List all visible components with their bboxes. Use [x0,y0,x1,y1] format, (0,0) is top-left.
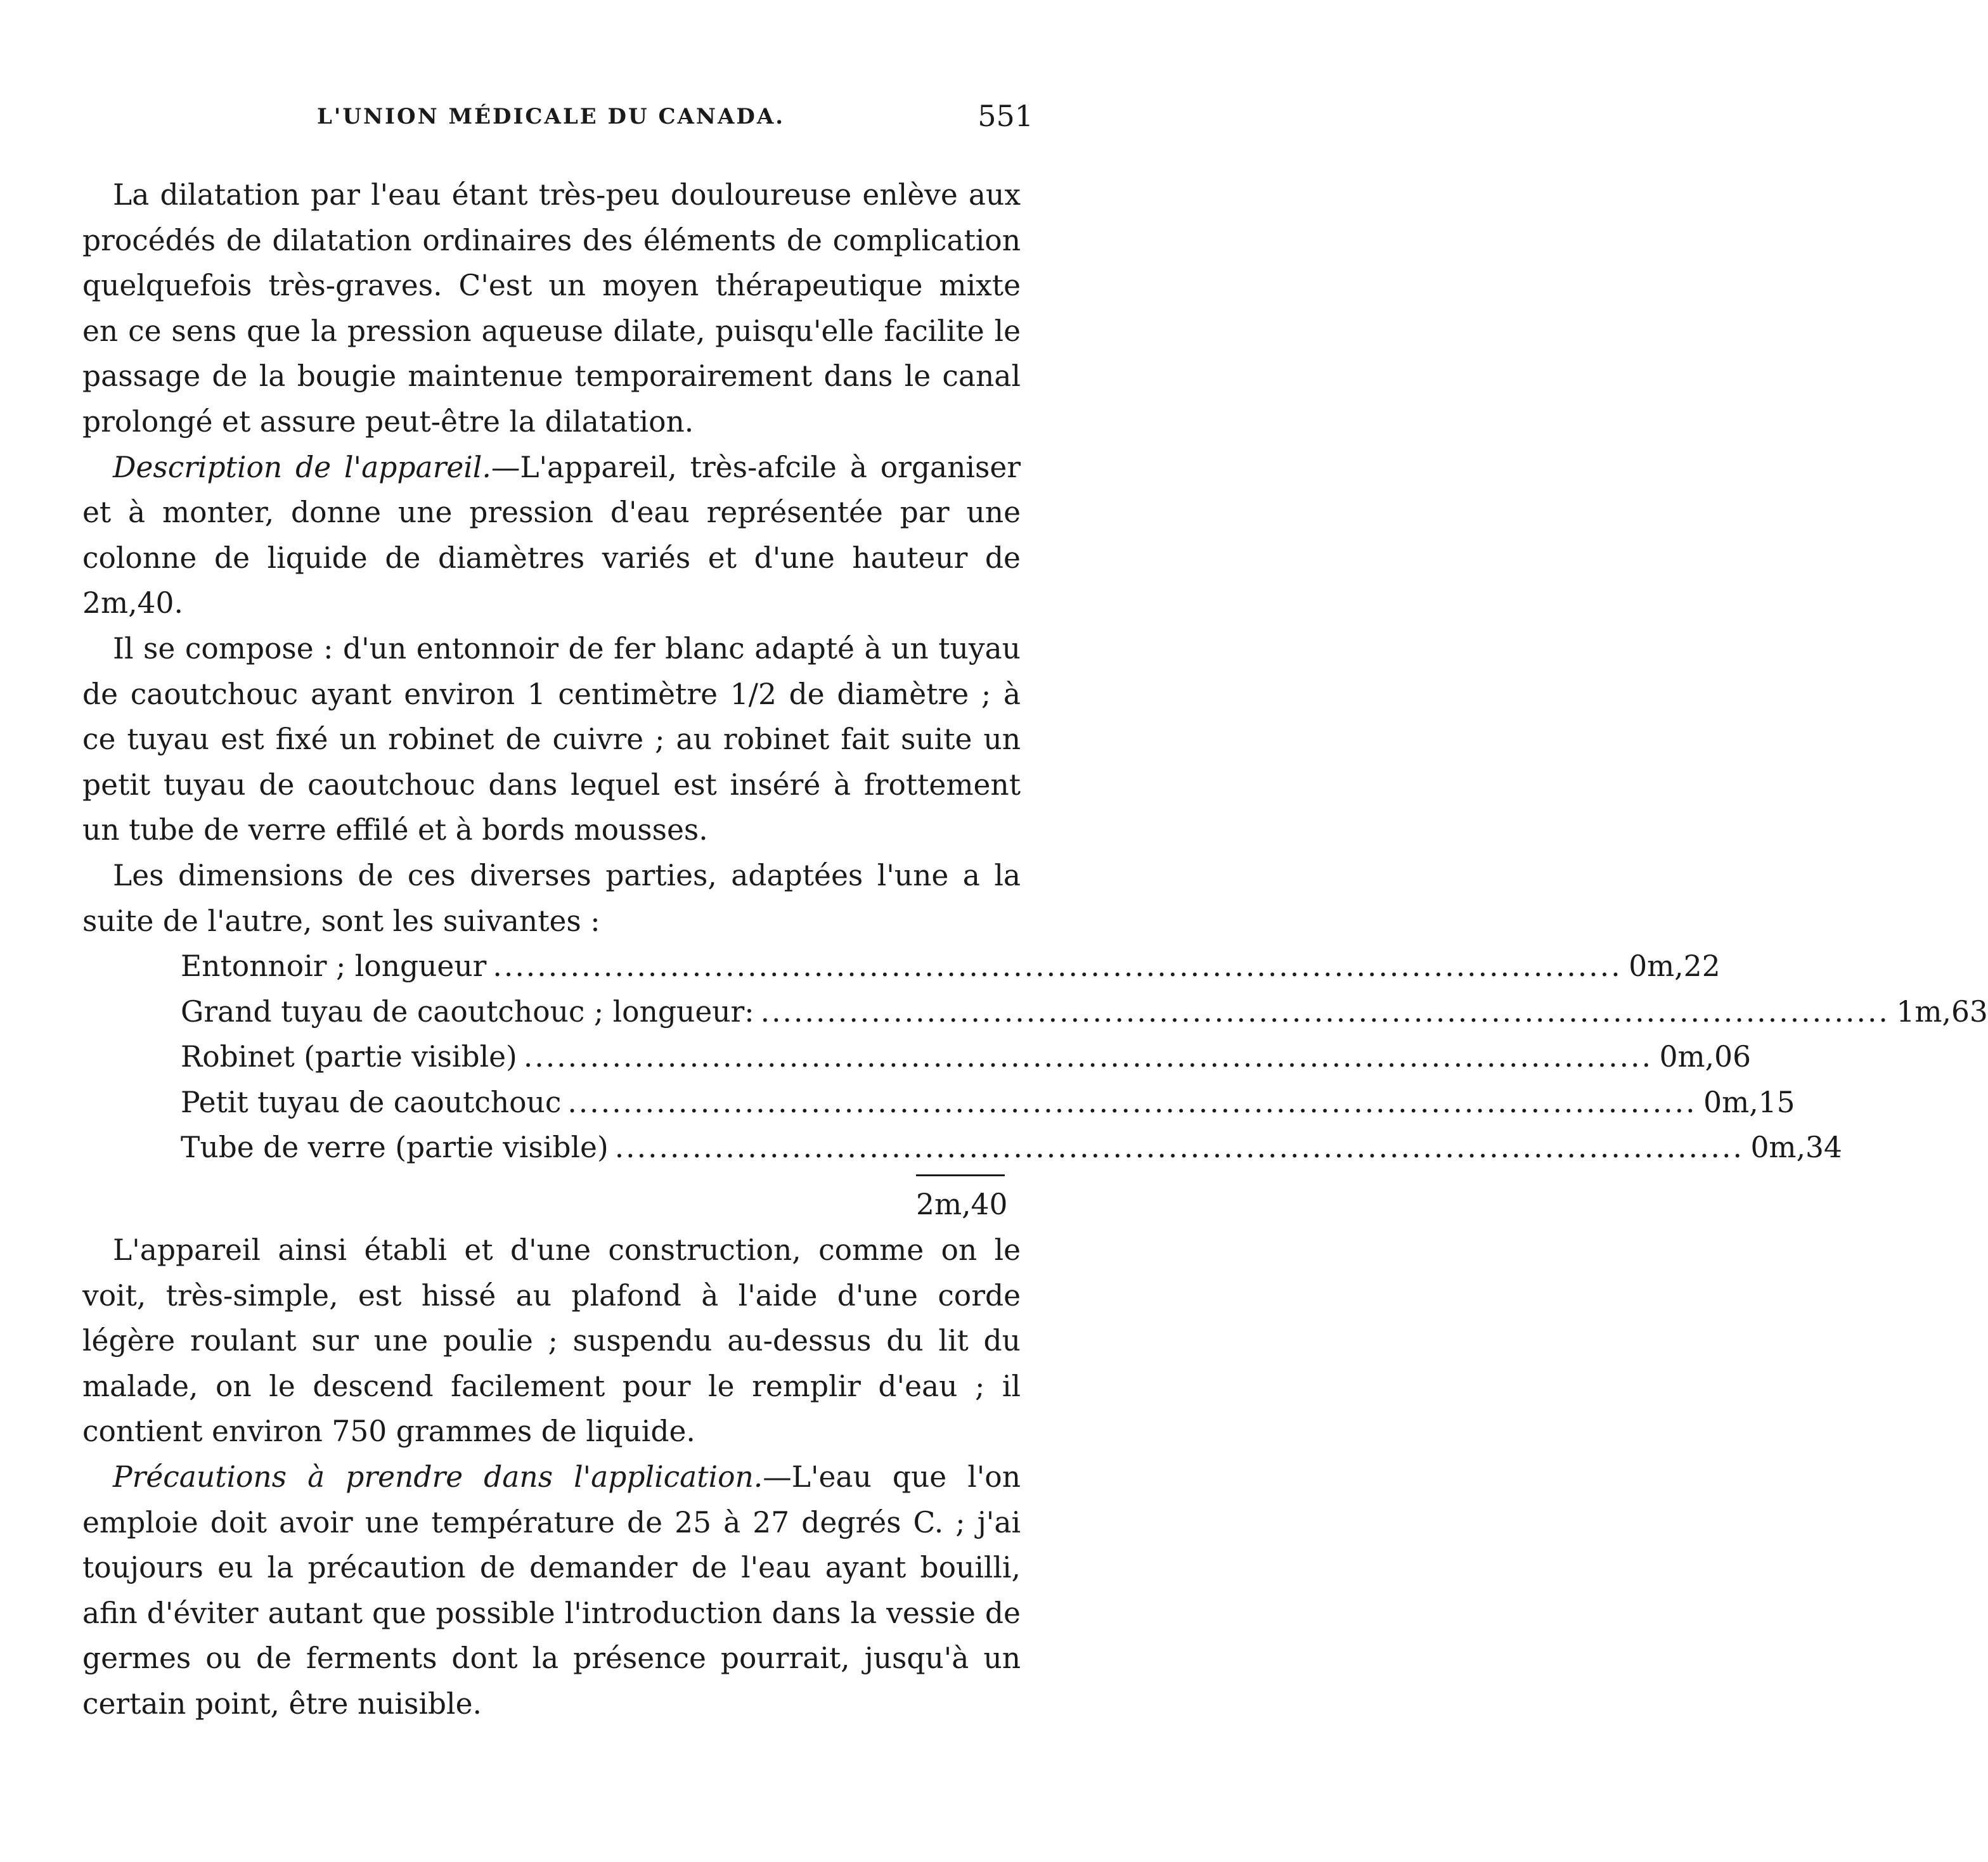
paragraph-dilatation [82,172,1021,445]
paragraph-description [82,445,1021,626]
total-rule [916,1174,1005,1176]
dimensions-total [82,1171,1021,1228]
paragraph-text: —L'eau que l'on emploie doit avoir une température de 25 à 27 degrés C. ; j'ai toujours eu la précaution de demander de l'eau ayant bouilli, afin d'éviter autant que possible l'introduction dans la vessie de germes ou de ferments dont la présence pourrait, jusqu'à un certain point, être nuisible. [82,1460,1021,1721]
dimension-value: 0m,06 [1659,1040,1752,1074]
running-title: L'UNION MÉDICALE DU CANADA. [317,104,785,129]
dimension-label: Tube de verre (partie visible) [181,1131,609,1165]
dimensions-table [82,944,1988,1171]
paragraph-composition [82,626,1021,853]
section-heading-precautions: Précautions à prendre dans l'application. [113,1460,763,1494]
dimension-value: 0m,34 [1750,1131,1842,1165]
section-heading-description: Description de l'appareil. [113,450,491,484]
dimension-label: Entonnoir ; longueur [181,949,487,984]
dimension-row [181,1080,1795,1126]
dot-leader: ...................................................................................................... [493,949,1622,984]
paragraph-text: La dilatation par l'eau étant très-peu douloureuse enlève aux procédés de dilatation ordinaires des éléments de complication quelquefois très-graves. C'est un moyen thérapeutique mixte en ce sens que la pression aqueuse dilate, puisqu'elle facilite le passage de la bougie maintenue temporairement dans le canal prolongé et assure peut-être la dilatation. [82,178,1021,439]
paragraph-text: Les dimensions de ces diverses parties, adaptées l'une a la suite de l'autre, sont les suivantes : [82,858,1021,938]
dimension-label: Petit tuyau de caoutchouc [181,1085,562,1119]
paragraph-text: Il se compose : d'un entonnoir de fer blanc adapté à un tuyau de caoutchouc ayant environ 1 centimètre 1/2 de diamètre ; à ce tuyau est fixé un robinet de cuivre ; au robinet fait suite un petit tuyau de caoutchouc dans lequel est inséré à frottement un tube de verre effilé et à bords mousses. [82,631,1021,847]
dimension-row [181,1034,1752,1080]
page-header [82,95,1033,139]
paragraph-text: L'appareil ainsi établi et d'une construction, comme on le voit, très-simple, est hissé au plafond à l'aide d'une corde légère roulant sur une poulie ; suspendu au-dessus du lit du malade, on le descend facilement pour le remplir d'eau ; il contient environ 750 grammes de liquide. [82,1233,1021,1449]
page-number: 551 [978,99,1033,133]
total-value: 2m,40 [916,1188,1008,1222]
page-body [82,172,1988,1727]
dimension-row [181,1125,1842,1171]
dimension-value: 1m,63 [1896,994,1988,1029]
dimension-label: Robinet (partie visible) [181,1040,517,1074]
dimension-row [181,944,1720,989]
paragraph-text: —L'appareil, très-afcile à organiser et à monter, donne une pression d'eau représentée par une colonne de liquide de diamètres variés et d'une hauteur de 2m,40. [82,450,1021,620]
paragraph-dimensions-intro [82,853,1021,944]
dimension-label: Grand tuyau de caoutchouc ; longueur: [181,994,754,1029]
paragraph-installation [82,1228,1021,1454]
dot-leader: ...................................................................................................... [567,1085,1697,1119]
dimension-row [181,989,1988,1035]
dot-leader: ...................................................................................................... [614,1131,1744,1165]
dot-leader: ...................................................................................................... [523,1040,1653,1074]
paragraph-precautions [82,1454,1021,1727]
dimension-value: 0m,22 [1629,949,1720,984]
dot-leader: ...................................................................................................... [760,994,1890,1029]
dimension-value: 0m,15 [1703,1085,1795,1119]
